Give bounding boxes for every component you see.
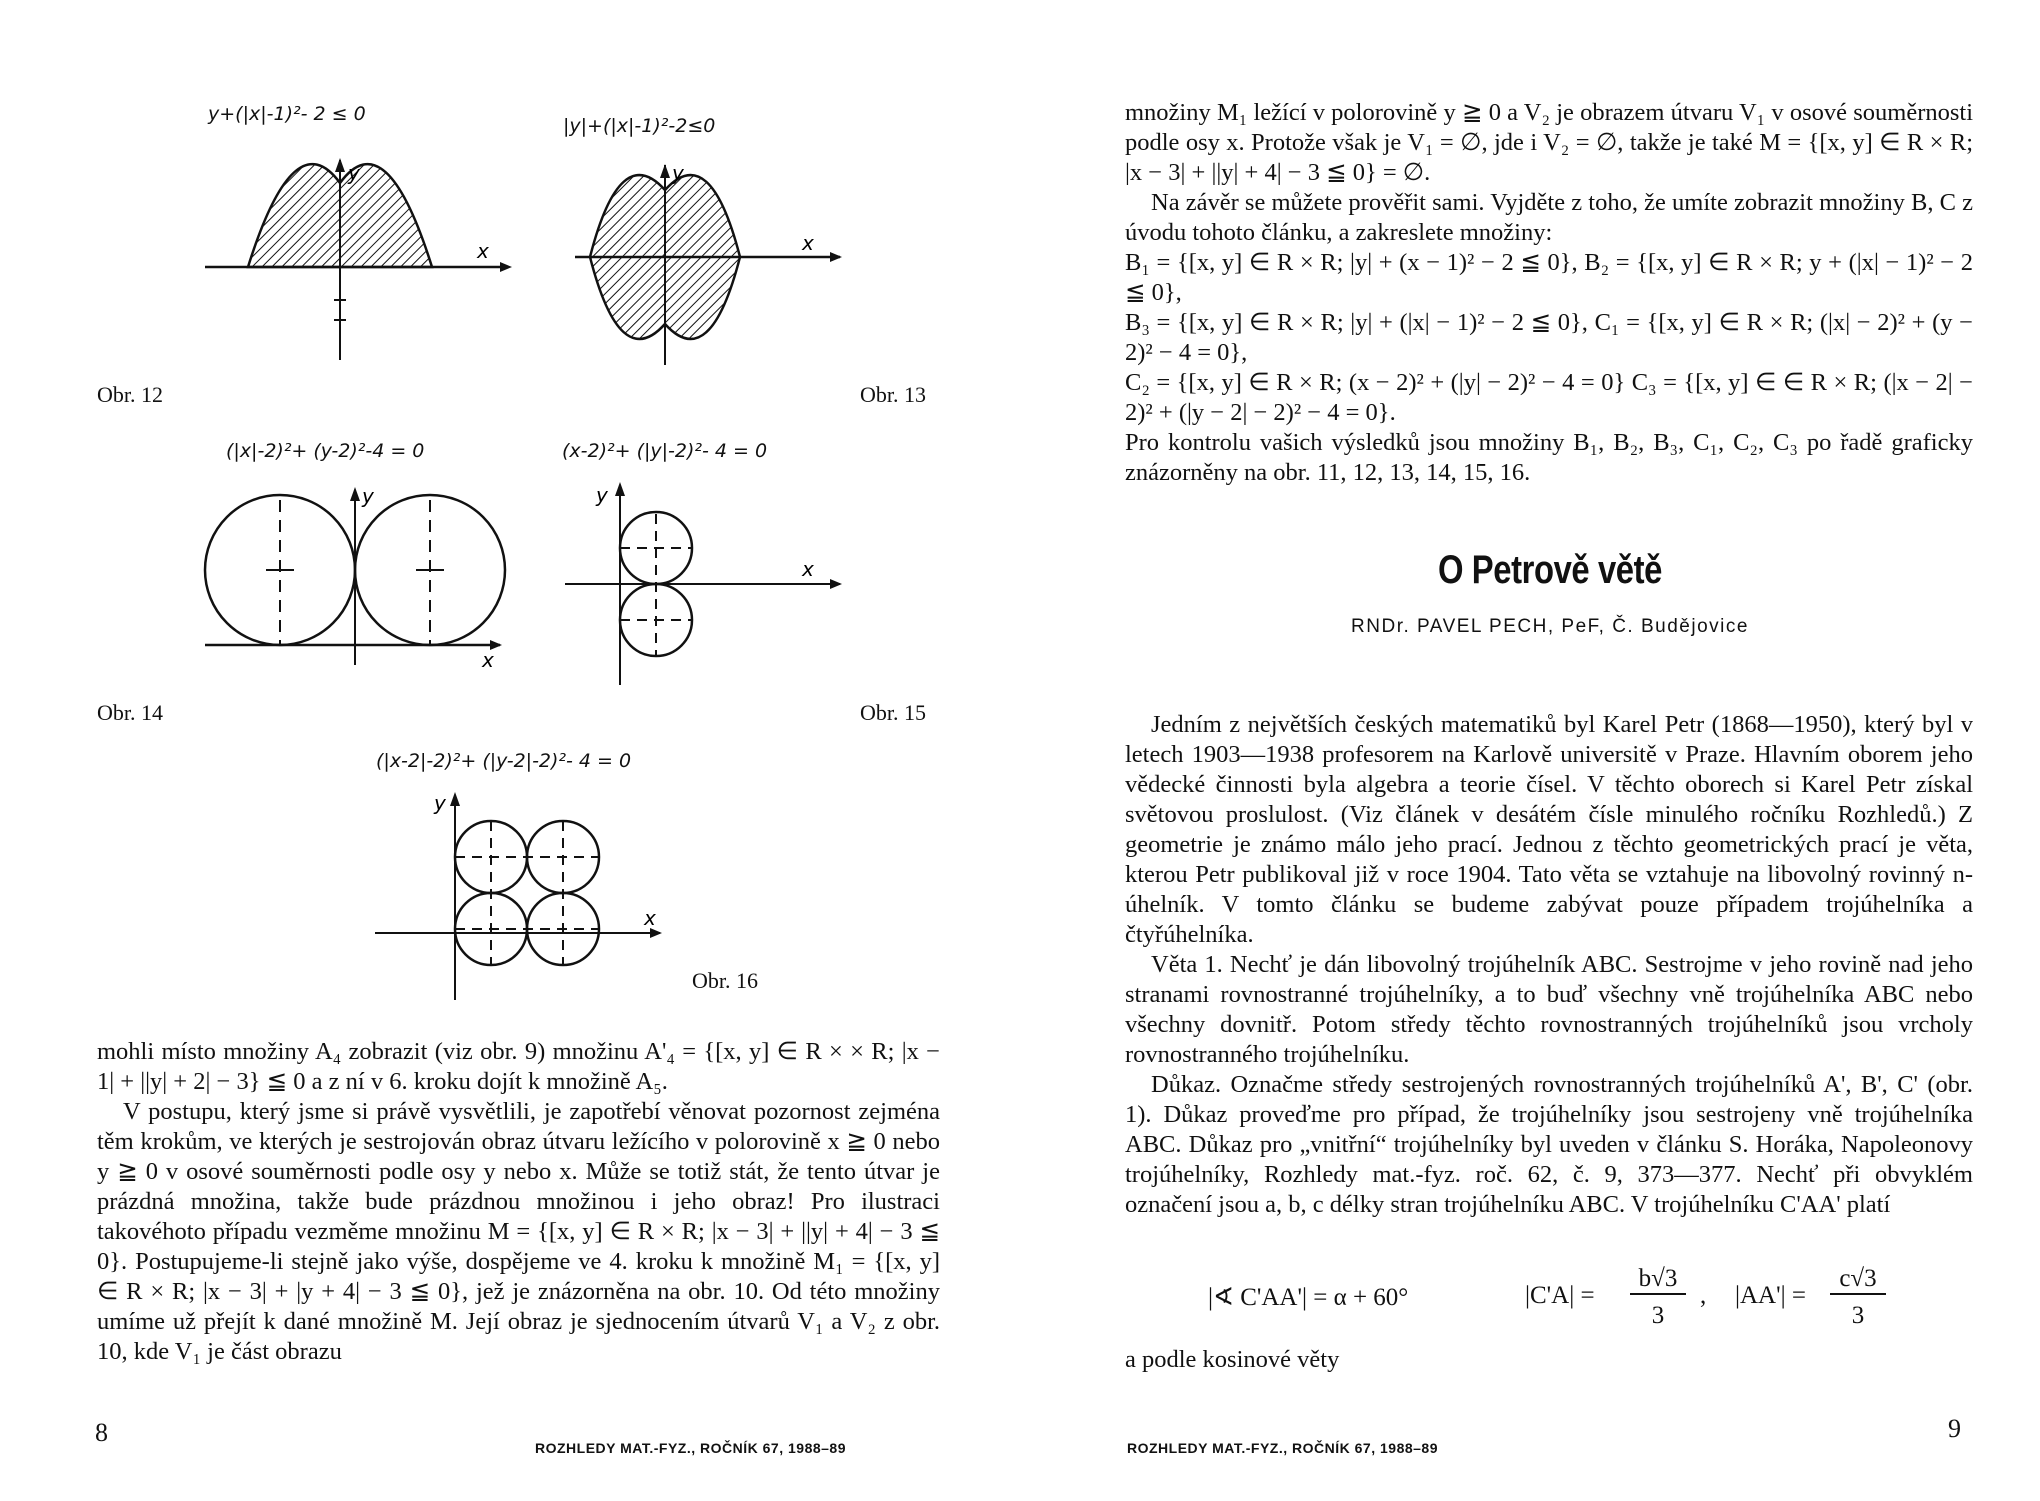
formula-ca-numerator: b√3	[1630, 1265, 1686, 1295]
fig13-y-label: y	[672, 161, 684, 185]
fig15-graph	[560, 480, 850, 690]
fig15-x-label: x	[802, 557, 814, 581]
set-definition: B₁ = {[x, y] ∈ R × R; |y| + (x − 1)² − 2 ≦ 0}, B₂ = {[x, y] ∈ R × R; y + (|x| − 1)² − 2 ≦ 0},	[1125, 249, 1973, 306]
fig16-y-label: y	[434, 791, 446, 815]
article-title: O Petrově větě	[1438, 548, 1662, 592]
article-author: RNDr. PAVEL PECH, PeF, Č. Budějovice	[1351, 616, 1749, 637]
fig16-circles	[370, 790, 670, 1005]
formula-angle: |∢ C'AA'| = α + 60°	[1208, 1284, 1409, 1311]
article-paragraph: Věta 1. Nechť je dán libovolný trojúhelník ABC. Sestrojme v jeho rovině nad jeho stranami rovnostranné trojúhelníky, a to buď všechny vně trojúhelníka ABC nebo všechny dovnitř. Potom středy těchto rovnostranných trojúhelníků jsou vrcholy rovnostranného trojúhelníku.	[1125, 951, 1973, 1068]
fig13-caption: Obr. 13	[860, 382, 926, 407]
left-text-block	[97, 1037, 940, 1367]
formula-separator: ,	[1700, 1282, 1707, 1309]
right-paragraph: Na závěr se můžete prověřit sami. Vyjděte z toho, že umíte zobrazit množiny B, C z úvodu tohoto článku, a zakreslete množiny:	[1125, 189, 1973, 246]
article-text	[1125, 710, 1973, 1220]
formula-aa-numerator: c√3	[1830, 1265, 1886, 1295]
fig14-equation: (|x|-2)²+ (y-2)²-4 = 0	[226, 440, 425, 462]
fig15-y-label: y	[596, 483, 608, 507]
fig14-graph	[200, 485, 530, 675]
article-paragraph: Důkaz. Označme středy sestrojených rovnostranných trojúhelníků A', B', C' (obr. 1). Důkaz proveďme pro případ, že trojúhelníky jsou sestrojeny vně trojúhelníka ABC. Důkaz pro „vnitřní“ trojúhelníky byl uveden v článku S. Horáka, Napoleonovy trojúhelníky, Rozhledy mat.-fyz. roč. 62, č. 9, 373—377. Nechť při obvyklém označení jsou a, b, c délky stran trojúhelníku ABC. V trojúhelníku C'AA' platí	[1125, 1071, 1973, 1218]
left-page-number: 8	[95, 1418, 108, 1447]
formula-aa-left: |AA'| =	[1735, 1282, 1806, 1309]
right-top-text	[1125, 98, 1973, 488]
right-page-number: 9	[1948, 1414, 1961, 1443]
formula-aa-denominator: 3	[1851, 1302, 1865, 1329]
right-paragraph: Pro kontrolu vašich výsledků jsou množiny B₁, B₂, B₃, C₁, C₂, C₃ po řadě graficky znázorněny na obr. 11, 12, 13, 14, 15, 16.	[1125, 429, 1973, 486]
fig14-y-label: y	[362, 484, 374, 508]
fig15-equation: (x-2)²+ (|y|-2)²- 4 = 0	[562, 440, 768, 462]
set-definition: C₂ = {[x, y] ∈ R × R; (x − 2)² + (|y| − 2)² − 4 = 0} C₃ = {[x, y] ∈ ∈ R × R; (|x − 2| − 2)² + (|y − 2| − 2)² − 4 = 0}.	[1125, 369, 1973, 426]
left-footer: ROZHLEDY MAT.-FYZ., ROČNÍK 67, 1988–89	[535, 1440, 846, 1456]
fig16-caption: Obr. 16	[692, 968, 758, 993]
left-paragraph: mohli místo množiny A₄ zobrazit (viz obr. 9) množinu A'₄ = {[x, y] ∈ R × × R; |x − 1| + ||y| + 2| − 3} ≦ 0 a z ní v 6. kroku dojít k množině A₅.	[97, 1038, 940, 1095]
right-footer: ROZHLEDY MAT.-FYZ., ROČNÍK 67, 1988–89	[1127, 1440, 1438, 1456]
formula-ca-denominator: 3	[1651, 1302, 1665, 1329]
formula-ca-left: |C'A| =	[1525, 1282, 1595, 1309]
fig14-x-label: x	[482, 648, 494, 672]
fig13-equation: |y|+(|x|-1)²-2≤0	[563, 115, 716, 137]
fig16-x-label: x	[644, 906, 656, 930]
fig15-caption: Obr. 15	[860, 700, 926, 725]
after-formula-text: a podle kosinové věty	[1125, 1346, 1340, 1373]
left-paragraph: V postupu, který jsme si právě vysvětlili, je zapotřebí věnovat pozornost zejména těm krokům, ve kterých je sestrojován obraz útvaru ležícího v polorovině x ≧ 0 nebo y ≧ 0 v osové souměrnosti podle osy y nebo x. Může se totiž stát, že tento útvar je prázdná množina, takže bude prázdnou množinou i jeho obraz! Pro ilustraci takovéhoto případu vezměme množinu M = {[x, y] ∈ R × R; |x − 3| + ||y| + 4| − 3 ≦ 0}. Postupujeme-li stejně jako výše, dospějeme ve 4. kroku k množině M₁ = {[x, y] ∈ R × R; |x − 3| + |y + 4| − 3 ≦ 0}, jež je znázorněna na obr. 10. Od této množiny umíme už přejít k dané množině M. Její obraz je sjednocením útvarů V₁ a V₂ z obr. 10, kde V₁ je část obrazu	[97, 1098, 940, 1365]
right-paragraph: množiny M₁ ležící v polorovině y ≧ 0 a V₂ je obrazem útvaru V₁ v osové souměrnosti podle osy x. Protože však je V₁ = ∅, jde i V₂ = ∅, takže je také M = {[x, y] ∈ R × R; |x − 3| + ||y| + 4| − 3 ≦ 0} = ∅.	[1125, 99, 1973, 186]
fig12-equation: y+(|x|-1)²- 2 ≤ 0	[208, 103, 366, 125]
fig12-caption: Obr. 12	[97, 382, 163, 407]
fig16-equation: (|x-2|-2)²+ (|y-2|-2)²- 4 = 0	[376, 750, 632, 772]
fig12-graph	[200, 150, 520, 365]
fig14-caption: Obr. 14	[97, 700, 163, 725]
fig12-x-label: x	[477, 239, 489, 263]
fig13-x-label: x	[802, 231, 814, 255]
fig12-y-label: y	[348, 161, 360, 185]
fig13-graph	[560, 160, 860, 380]
article-paragraph: Jedním z největších českých matematiků byl Karel Petr (1868—1950), který byl v letech 1903—1938 profesorem na Karlově universitě v Praze. Hlavním oborem jeho vědecké činnosti byla algebra a teorie čísel. V těchto oborech si Karel Petr získal světovou proslulost. (Viz článek v desátém čísle minulého ročníku Rozhledů.) Z geometrie je známo málo jeho prací. Jednou z těchto geometrických prací je věta, kterou Petr publikoval již v roce 1904. Tato věta se vztahuje na libovolný rovinný n-úhelník. V tomto článku se budeme zabývat pouze případem trojúhelníka a čtyřúhelníka.	[1125, 711, 1973, 948]
set-definition: B₃ = {[x, y] ∈ R × R; |y| + (|x| − 1)² − 2 ≦ 0}, C₁ = {[x, y] ∈ R × R; (|x| − 2)² + (y − 2)² − 4 = 0},	[1125, 309, 1973, 366]
